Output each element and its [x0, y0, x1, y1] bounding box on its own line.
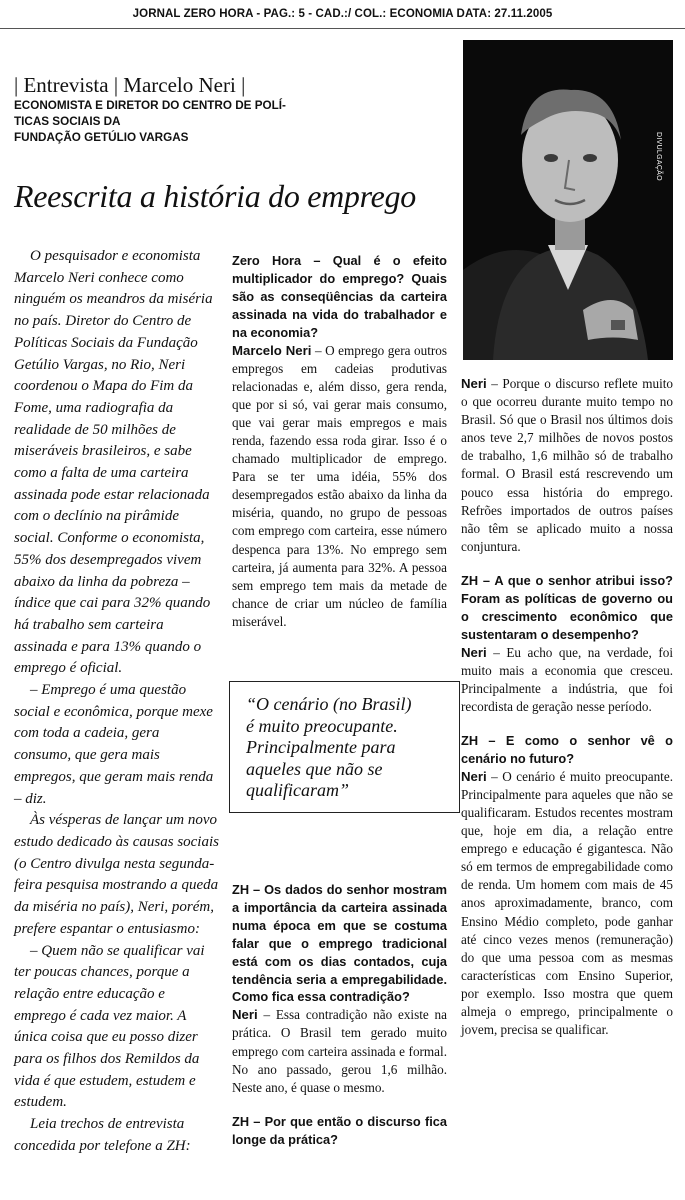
- intro-paragraph: Às vésperas de lançar um novo estudo dedicado às causas sociais (o Centro divulga nesta segunda-feira pesquisa mostrando a queda da miséria no país), Neri, porém, prefere espantar o entusiasmo:: [14, 812, 219, 937]
- answer-speaker: Neri: [232, 1007, 258, 1023]
- interview-column-3: [461, 375, 673, 1039]
- intro-column: [14, 246, 220, 1158]
- interview-column-2-lower: [232, 881, 447, 1149]
- photo-credit: DIVULGAÇÃO: [655, 132, 662, 181]
- intro-paragraph: – Emprego é uma questão social e econômica, porque mexe com toda a cadeia, gera consumo, que gera mais empregos, que geram mais renda – diz.: [14, 682, 214, 807]
- pull-quote-line: Principalmente para: [246, 737, 396, 757]
- intro-paragraph: O pesquisador e economista Marcelo Neri conhece como ninguém os meandros da miséria no país. Diretor do Centro de Políticas Sociais da Fundação Getúlio Vargas, no Rio, Neri coordenou o Mapa do Fim da Fome, uma radiografia da realidade de 50 milhões de miseráveis brasileiros, e sabe como a falta de uma carteira assinada pode estar relacionada com o declínio na pirâmide social. Conforme o economista, 55% dos desempregados vivem abaixo da linha da pobreza – índice que cai para 32% quando há trabalho sem carteira assinada e para 13% quando o emprego é oficial.: [14, 248, 213, 677]
- interview-question: ZH – Por que então o discurso fica longe da prática?: [232, 1113, 447, 1147]
- interview-question: ZH – A que o senhor atribui isso? Foram as políticas de governo ou o crescimento econômico que sustentaram o desempenho?: [461, 572, 673, 642]
- answer-text: – Porque o discurso reflete muito o que ocorreu durante muito tempo no Brasil. Só que o Brasil nos últimos dois anos teve 2,7 milhões de novos postos de trabalho, 1,6 milhão só de trabalho formal. O Brasil está rescrevendo um pouco essa história do emprego. Refrões importados de outros países não têm se aplicado muito a nossa conjuntura.: [461, 376, 673, 554]
- interview-question: Zero Hora – Qual é o efeito multiplicador do emprego? Quais são as conseqüências da carteira assinada na vida do trabalhador e na economia?: [232, 253, 447, 340]
- interview-answer: [461, 644, 673, 716]
- interview-answer: [232, 1006, 447, 1096]
- portrait-photo: [463, 40, 673, 360]
- deck-line: TICAS SOCIAIS DA: [14, 115, 121, 128]
- answer-speaker: Neri: [461, 768, 487, 784]
- section-kicker: | Entrevista | Marcelo Neri |: [14, 73, 246, 97]
- interviewee-deck: [14, 98, 334, 146]
- pull-quote-line: aqueles que não se: [246, 758, 383, 779]
- headline: Reescrita a história do emprego: [14, 178, 416, 214]
- intro-paragraph: Leia trechos de entrevista concedida por telefone a ZH:: [14, 1116, 191, 1154]
- deck-line: ECONOMISTA E DIRETOR DO CENTRO DE POLÍ-: [14, 99, 286, 112]
- clipping-header: JORNAL ZERO HORA - PAG.: 5 - CAD.:/ COL.: ECONOMIA DATA: 27.11.2005: [0, 0, 685, 29]
- interview-answer: [461, 768, 673, 1039]
- interview-answer: [232, 342, 447, 632]
- interview-answer: [461, 375, 673, 556]
- interview-column-2: [232, 252, 447, 631]
- portrait-illustration: [463, 40, 673, 360]
- intro-paragraph: – Quem não se qualificar vai ter poucas chances, porque a relação entre educação e emprego é cada vez maior. A única coisa que eu posso dizer para os filhos dos Remildos da vida é que estudem, estudem e estudem.: [14, 942, 205, 1111]
- answer-speaker: Neri: [461, 376, 487, 391]
- answer-text: – Essa contradição não existe na prática. O Brasil tem gerado muito emprego com carteira assinada e formal. No ano passado, gerou 1,6 milhão. Neste ano, é quase o mesmo.: [232, 1007, 447, 1095]
- answer-text: – Eu acho que, na verdade, foi muito mais a economia que cresceu. Principalmente a indústria, que foi recordista de geração nesse período.: [461, 644, 673, 714]
- answer-speaker: Marcelo Neri: [232, 342, 312, 358]
- answer-speaker: Neri: [461, 644, 487, 660]
- pull-quote: [229, 681, 460, 813]
- deck-line: FUNDAÇÃO GETÚLIO VARGAS: [14, 131, 189, 144]
- pull-quote-line: “O cenário (no Brasil): [246, 694, 412, 714]
- answer-text: – O cenário é muito preocupante. Principalmente para aqueles que não se qualificaram. Estudos recentes mostram que, hoje em dia, a relação entre emprego e educação é gigantesca. Não só em termos de empregabilidade como de renda. Um homem com mais de 45 anos aproximadamente, branco, com Ensino Médio completo, pode ganhar até cinco vezes menos (remuneração) do que uma pessoa com as mesmas características com Ensino Superior, por exemplo. Isso mostra que quem almeja o emprego, principalmente o jovem, precisa se qualificar.: [461, 768, 673, 1038]
- answer-text: – O emprego gera outros empregos em cadeias produtivas relacionadas e, além disso, gera renda, que por si só, vai gerar mais consumo, que vai gerar mais empregos e mais renda, fazendo essa roda girar. Isso é o chamado multiplicador de emprego. Para se ter uma idéia, 55% dos desempregados estão abaixo da linha da miséria, quando, no grupo de pessoas com emprego com carteira, esse número despenca para 13%. No emprego sem carteira, já aumenta para 32%. A pessoa sem emprego tem mais da metade de chance de criar um núcleo de família miserável.: [232, 342, 447, 629]
- pull-quote-line: qualificaram”: [246, 780, 350, 800]
- interview-question: ZH – Os dados do senhor mostram a importância da carteira assinada numa época em que se costuma falar que o emprego tradicional está com os dias contados, cuja tendência seria a empregabilidade. Como fica essa contradição?: [232, 882, 447, 1005]
- interview-question: ZH – E como o senhor vê o cenário no futuro?: [461, 732, 673, 766]
- pull-quote-line: é muito preocupante.: [246, 715, 398, 736]
